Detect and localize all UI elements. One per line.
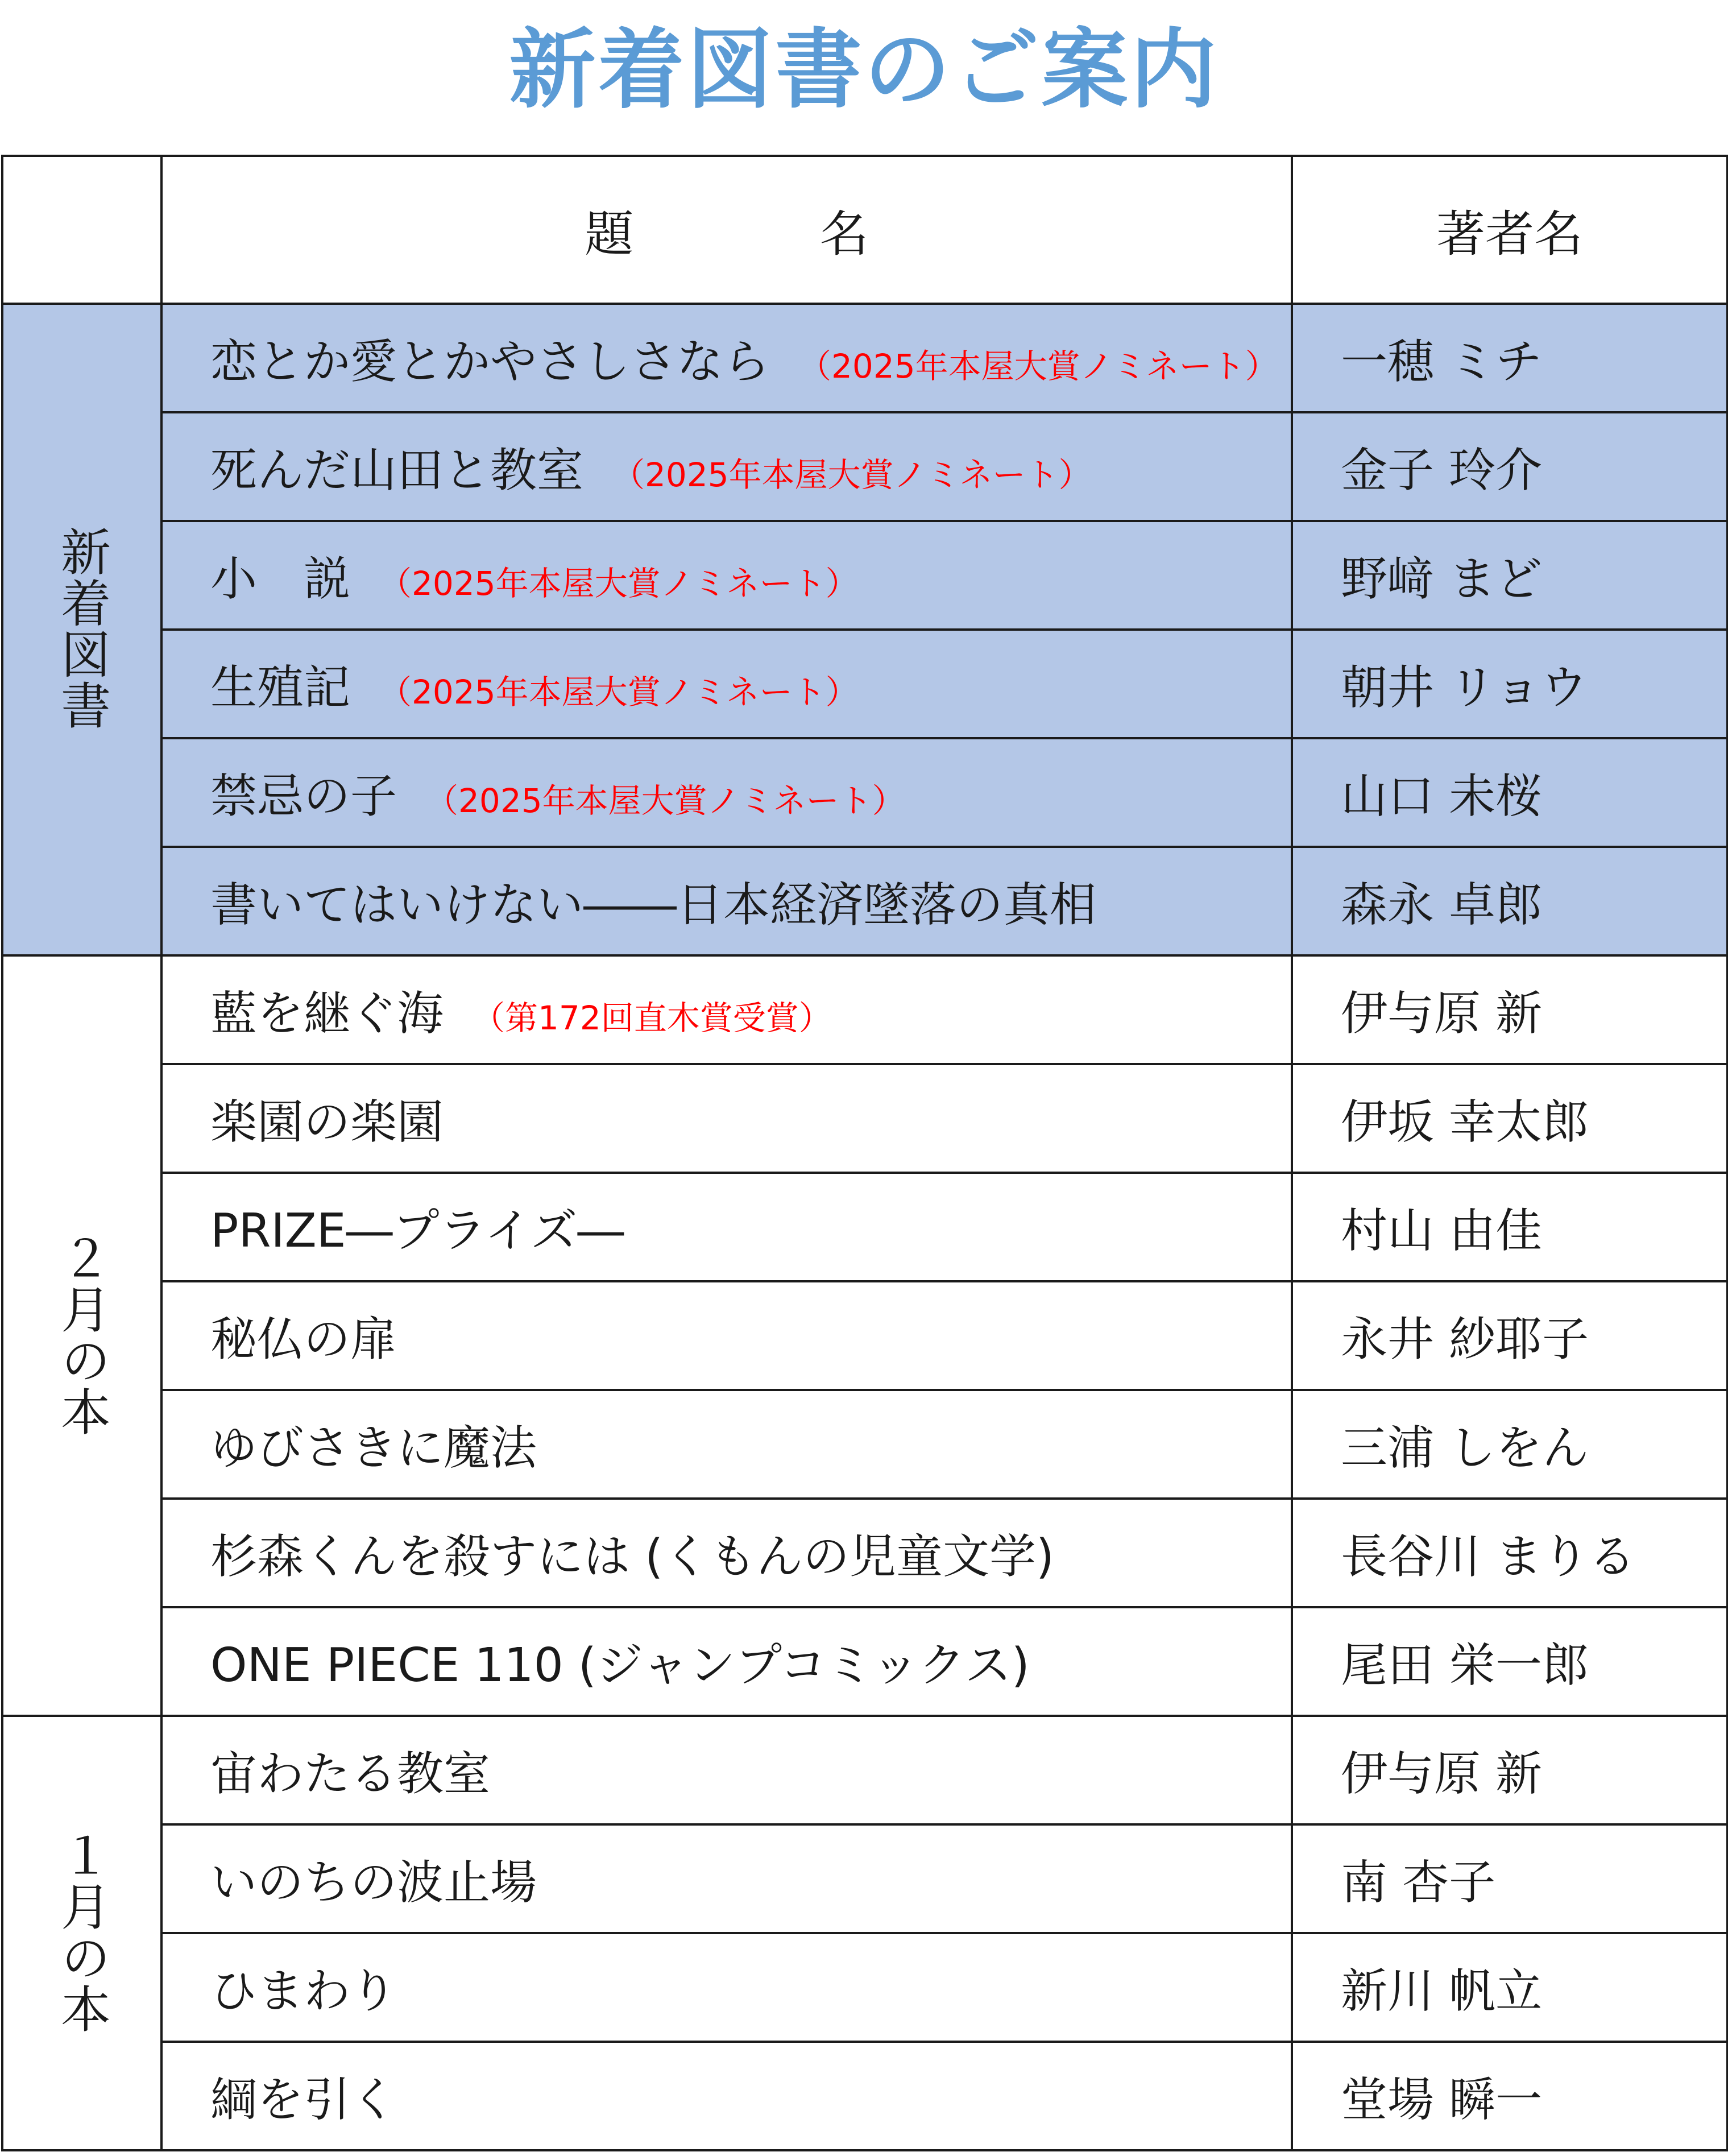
author-name: 伊坂 幸太郎 bbox=[1292, 1064, 1727, 1173]
book-title: いのちの波止場 bbox=[210, 1856, 537, 1910]
table-row bbox=[2, 1607, 1727, 1716]
book-title-cell bbox=[161, 1499, 1292, 1607]
author-name: 三浦 しをん bbox=[1292, 1390, 1727, 1499]
book-title-cell bbox=[161, 1390, 1292, 1499]
book-title: 禁忌の子 bbox=[210, 769, 397, 823]
book-title-cell bbox=[161, 1716, 1292, 1824]
book-title: 書いてはいけない――日本経済墜落の真相 bbox=[210, 878, 1097, 932]
book-title: PRIZE―プライズ― bbox=[210, 1204, 624, 1258]
section-header-cell bbox=[2, 156, 161, 304]
book-title: 恋とか愛とかやさしさなら bbox=[210, 335, 770, 389]
table-row bbox=[2, 1281, 1727, 1390]
author-name: 野﨑 まど bbox=[1292, 521, 1727, 630]
table-row bbox=[2, 630, 1727, 738]
section-cell bbox=[2, 1716, 161, 2150]
book-title: 死んだ山田と教室 bbox=[210, 444, 584, 498]
book-title: 宙わたる教室 bbox=[210, 1747, 491, 1801]
book-table bbox=[1, 155, 1728, 2151]
book-title: ONE PIECE 110 (ジャンプコミックス) bbox=[210, 1638, 1030, 1692]
title-column-header: 題 名 bbox=[585, 206, 954, 263]
table-row bbox=[2, 847, 1727, 955]
author-name: 南 杏子 bbox=[1292, 1824, 1727, 1933]
table-row bbox=[2, 412, 1727, 521]
author-name: 伊与原 新 bbox=[1292, 955, 1727, 1064]
book-title-cell bbox=[161, 1607, 1292, 1716]
book-title: 綱を引く bbox=[210, 2073, 397, 2127]
author-name: 新川 帆立 bbox=[1292, 1933, 1727, 2042]
book-title-cell bbox=[161, 738, 1292, 847]
award-note: （2025年本屋大賞ノミネート） bbox=[379, 673, 859, 711]
book-title: 生殖記 bbox=[210, 661, 351, 715]
author-name: 金子 玲介 bbox=[1292, 412, 1727, 521]
book-title-cell bbox=[161, 521, 1292, 630]
section-label: １月の本 bbox=[53, 1830, 111, 2034]
award-note: （第172回直木賞受賞） bbox=[472, 999, 832, 1037]
table-row bbox=[2, 2042, 1727, 2150]
table-row bbox=[2, 955, 1727, 1064]
book-title: ひまわり bbox=[210, 1964, 397, 2018]
award-note: （2025年本屋大賞ノミネート） bbox=[798, 347, 1278, 386]
section-cell bbox=[2, 955, 161, 1716]
author-name: 朝井 リョウ bbox=[1292, 630, 1727, 738]
table-row bbox=[2, 1390, 1727, 1499]
book-title-cell bbox=[161, 1281, 1292, 1390]
book-title-cell bbox=[161, 1173, 1292, 1281]
award-note: （2025年本屋大賞ノミネート） bbox=[612, 456, 1092, 494]
book-title: 藍を継ぐ海 bbox=[210, 987, 444, 1041]
table-row bbox=[2, 1824, 1727, 1933]
author-name: 一穂 ミチ bbox=[1292, 304, 1727, 412]
award-note: （2025年本屋大賞ノミネート） bbox=[379, 564, 859, 603]
table-row bbox=[2, 1173, 1727, 1281]
book-title-cell bbox=[161, 2042, 1292, 2150]
title-header-cell bbox=[161, 156, 1292, 304]
author-name: 尾田 栄一郎 bbox=[1292, 1607, 1727, 1716]
author-name: 永井 紗耶子 bbox=[1292, 1281, 1727, 1390]
table-row bbox=[2, 738, 1727, 847]
author-name: 伊与原 新 bbox=[1292, 1716, 1727, 1824]
book-title-cell bbox=[161, 1064, 1292, 1173]
book-title-cell bbox=[161, 304, 1292, 412]
book-title-cell bbox=[161, 1824, 1292, 1933]
book-title-cell bbox=[161, 847, 1292, 955]
book-title: ゆびさきに魔法 bbox=[210, 1421, 537, 1475]
book-title: 秘仏の扉 bbox=[210, 1313, 397, 1367]
author-name: 森永 卓郎 bbox=[1292, 847, 1727, 955]
book-title: 小 説 bbox=[210, 552, 351, 606]
book-title-cell bbox=[161, 955, 1292, 1064]
author-column-header: 著者名 bbox=[1292, 156, 1727, 304]
author-name: 長谷川 まりる bbox=[1292, 1499, 1727, 1607]
section-label: 新着図書 bbox=[53, 526, 111, 731]
table-header-row bbox=[2, 156, 1727, 304]
author-name: 村山 由佳 bbox=[1292, 1173, 1727, 1281]
section-cell bbox=[2, 304, 161, 955]
book-title: 杉森くんを殺すには (くもんの児童文学) bbox=[210, 1530, 1055, 1584]
author-name: 堂場 瞬一 bbox=[1292, 2042, 1727, 2150]
book-title-cell bbox=[161, 1933, 1292, 2042]
page-title: 新着図書のご案内 bbox=[509, 19, 1219, 120]
table-row bbox=[2, 1716, 1727, 1824]
book-title-cell bbox=[161, 412, 1292, 521]
table-row bbox=[2, 1064, 1727, 1173]
award-note: （2025年本屋大賞ノミネート） bbox=[425, 781, 905, 820]
section-label: ２月の本 bbox=[53, 1232, 111, 1437]
book-title-cell bbox=[161, 630, 1292, 738]
table-row bbox=[2, 1499, 1727, 1607]
table-row bbox=[2, 521, 1727, 630]
author-name: 山口 未桜 bbox=[1292, 738, 1727, 847]
table-row bbox=[2, 1933, 1727, 2042]
table-body bbox=[2, 304, 1727, 2150]
table-row bbox=[2, 304, 1727, 412]
book-title: 楽園の楽園 bbox=[210, 1095, 444, 1149]
